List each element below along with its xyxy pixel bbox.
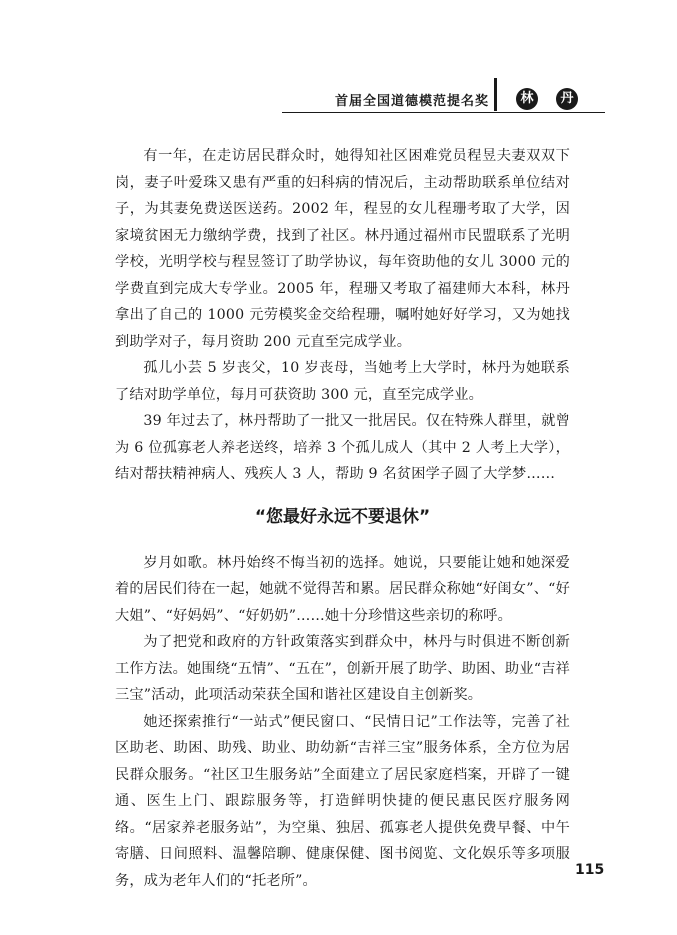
header-rule [282,112,605,113]
page-body [115,143,570,894]
section-heading: “您最好永远不要退休” [254,506,431,527]
name-badge-2: 丹 [556,88,578,110]
paragraph: 有一年，在走访居民群众时，她得知社区困难党员程昱夫妻双双下岗，妻子叶爱珠又患有严重的妇科病的情况后，主动帮助联系单位结对子，为其妻免费送医送药。2002 年，程昱的女儿程珊考取了大学，因家境贫困无力缴纳学费，找到了社区。林丹通过福州市民盟联系了光明学校，光明学校与程昱签订了助学协议，每年资助他的女儿 3000 元的学费直到完成大专学业。2005 年，程珊又考取了福建师大本科，林丹拿出了自己的 1000 元劳模奖金交给程珊，嘱咐她好好学习，又为她找到助学对子，每月资助 200 元直至完成学业。 [115,148,570,350]
name-badge-1: 林 [516,88,538,110]
page-number: 115 [575,862,605,878]
paragraph: 为了把党和政府的方针政策落实到群众中，林丹与时俱进不断创新工作方法。她围绕“五情”、“五在”，创新开展了助学、助困、助业“吉祥三宝”活动，此项活动荣获全国和谐社区建设自主创新奖。 [115,634,570,703]
header-title: 首届全国道德模范提名奖 [334,94,489,109]
paragraph: 孤儿小芸 5 岁丧父，10 岁丧母，当她考上大学时，林丹为她联系了结对助学单位，每月可获资助 300 元，直至完成学业。 [115,360,570,403]
header-divider [494,78,497,111]
paragraph: 她还探索推行“一站式”便民窗口、“民情日记”工作法等，完善了社区助老、助困、助残、助业、助幼新“吉祥三宝”服务体系，全方位为居民群众服务。“社区卫生服务站”全面建立了居民家庭档案，开辟了一键通、医生上门、跟踪服务等，打造鲜明快捷的便民惠民医疗服务网络。“居家养老服务站”，为空巢、独居、孤寡老人提供免费早餐、中午寄膳、日间照料、温馨陪聊、健康保健、图书阅览、文化娱乐等多项服务，成为老年人们的“托老所”。 [115,713,570,889]
running-header [0,78,677,118]
paragraph: 39 年过去了，林丹帮助了一批又一批居民。仅在特殊人群里，就曾为 6 位孤寡老人养老送终，培养 3 个孤儿成人（其中 2 人考上大学），结对帮扶精神病人、残疾人 3 人，帮助 9 名贫困学子圆了大学梦…… [115,413,570,482]
paragraph: 岁月如歌。林丹始终不悔当初的选择。她说，只要能让她和她深爱着的居民们待在一起，她就不觉得苦和累。居民群众称她“好闺女”、“好大姐”、“好妈妈”、“好奶奶”……她十分珍惜这些亲切的称呼。 [115,554,570,624]
